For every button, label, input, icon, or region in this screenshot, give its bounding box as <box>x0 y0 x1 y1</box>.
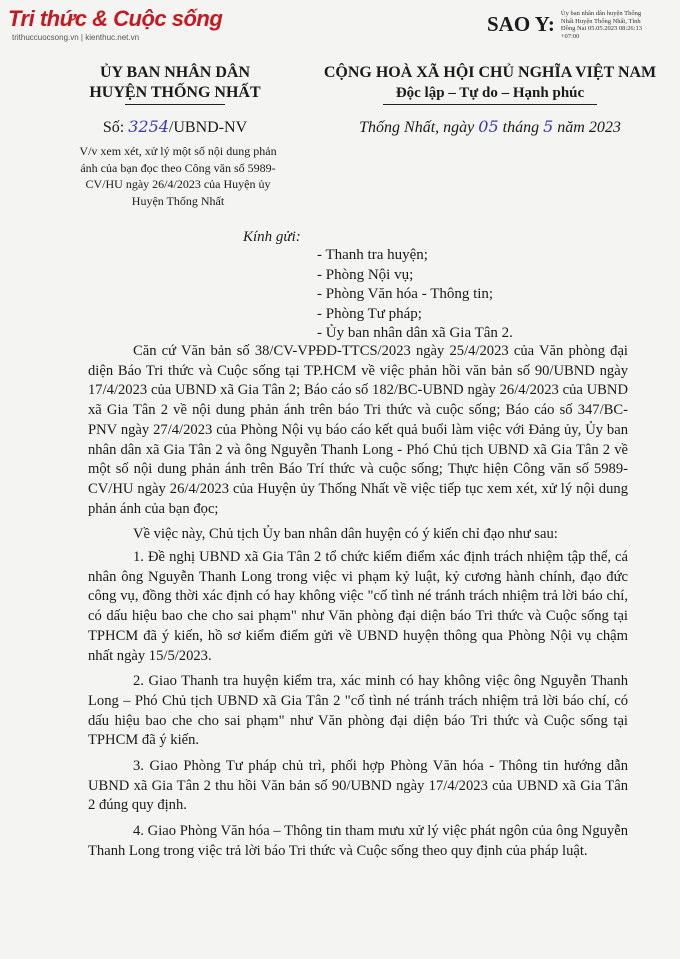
copy-stamp <box>487 12 655 40</box>
year: năm 2023 <box>557 119 621 136</box>
paragraph-directive-intro: Về việc này, Chủ tịch Ủy ban nhân dân huyện có ý kiến chỉ đạo như sau: <box>133 526 558 543</box>
paragraph-item-1: 1. Đề nghị UBND xã Gia Tân 2 tổ chức kiểm điểm xác định trách nhiệm tập thể, cá nhân ông Nguyễn Thanh Long trong việc vi phạm kỷ luật, kỷ cương hành chính, đạo đức công vụ, đồng thời xác định có hay không việc "cố tình né tránh trách nhiệm trả lời báo chí, có dấu hiệu bao che cho sai phạm" như Văn phòng đại diện báo Tri thức và Cuộc sống tại TPHCM đã ý kiến, hồ sơ kiểm điểm gửi về UBND huyện thông qua Phòng Nội vụ chậm nhất ngày 15/5/2023. <box>88 549 628 664</box>
issuer-underline <box>125 104 225 105</box>
nation-line-1: CỘNG HOÀ XÃ HỘI CHỦ NGHĨA VIỆT NAM <box>323 64 657 81</box>
paragraph-item-2: 2. Giao Thanh tra huyện kiểm tra, xác minh có hay không việc ông Nguyễn Thanh Long – Phó Chủ tịch UBND xã Gia Tân 2 "cố tình né tránh trách nhiệm trả lời báo chí, có dấu hiệu bao che cho sai phạm" như Văn phòng đại diện báo Tri thức và Cuộc sống tại TPHCM đã ý kiến. <box>88 673 628 749</box>
greeting: Kính gửi: <box>243 229 301 245</box>
recipient-item: - Phòng Nội vụ; <box>317 266 414 283</box>
paragraph-item-4: 4. Giao Phòng Văn hóa – Thông tin tham mưu xử lý việc phát ngôn của ông Nguyễn Thanh Long trong việc trả lời báo Tri thức và Cuộc sống theo quy định của pháp luật. <box>88 823 628 859</box>
recipient-list <box>317 246 513 344</box>
month-handwritten: 5 <box>543 117 554 136</box>
nation-underline <box>383 104 597 105</box>
logo-name: Tri thức & Cuộc sống <box>8 6 223 31</box>
subject-line: V/v xem xét, xử lý một số nội dung phản ánh của bạn đọc theo Công văn số 5989-CV/HU ngày 26/4/2023 của Huyện ủy Huyện Thống Nhất <box>79 144 277 208</box>
paragraph-basis: Căn cứ Văn bản số 38/CV-VPĐD-TTCS/2023 ngày 25/4/2023 của Văn phòng đại diện Báo Tri thức và Cuộc sống tại TP.HCM về việc phản hồi văn bản số 90/UBND ngày 17/4/2023 của UBND xã Gia Tân 2; Báo cáo số 182/BC-UBND ngày 26/4/2023 của UBND xã Gia Tân 2 về nội dung phản ánh trên báo Tri thức và cuộc sống; Báo cáo số 347/BC-PNV ngày 27/4/2023 của Phòng Nội vụ báo cáo kết quả buổi làm việc với Đảng ủy, Ủy ban nhân dân xã Gia Tân 2 và ông Nguyễn Thanh Long - Phó Chủ tịch UBND xã Gia Tân 2 về một số nội dung phản ánh trên Báo Trí thức và cuộc sống; Thực hiện Công văn số 5989-CV/HU ngày 26/4/2023 của Huyện ủy Thống Nhất về việc tiếp tục xem xét, xử lý nội dung phản ánh của bạn đọc; <box>88 343 628 517</box>
day-handwritten: 05 <box>478 117 499 136</box>
stamp-info: Ủy ban nhân dân huyện Thống Nhất Huyện Thống Nhất, Tỉnh Đồng Nai 05.05.2023 08:26:13 +07:00 <box>560 10 642 40</box>
recipient-item: - Ủy ban nhân dân xã Gia Tân 2. <box>317 325 513 341</box>
recipient-item: - Thanh tra huyện; <box>317 247 428 263</box>
stamp-title: SAO Y: <box>487 12 555 36</box>
publisher-logo[interactable] <box>8 6 222 42</box>
document-number <box>60 117 290 137</box>
recipient-item: - Phòng Tư pháp; <box>317 305 422 322</box>
recipient-item: - Phòng Văn hóa - Thông tin; <box>317 286 494 302</box>
nation-line-2: Độc lập – Tự do – Hạnh phúc <box>395 85 585 101</box>
doc-no-suffix: /UBND-NV <box>168 119 248 136</box>
issuer-line-2: HUYỆN THỐNG NHẤT <box>89 84 261 101</box>
doc-no-handwritten: 3254 <box>128 117 169 136</box>
logo-sites: trithuccuocsong.vn | kienthuc.net.vn <box>12 33 140 42</box>
place: Thống Nhất, ngày <box>359 119 475 136</box>
document-body <box>88 342 628 868</box>
issuer-line-1: ỦY BAN NHÂN DÂN <box>99 64 251 81</box>
doc-no-prefix: Số: <box>102 119 125 136</box>
place-date <box>310 117 670 137</box>
nation-heading <box>310 63 670 105</box>
issuer-heading <box>60 63 290 105</box>
paragraph-item-3: 3. Giao Phòng Tư pháp chủ trì, phối hợp Phòng Văn hóa - Thông tin hướng dẫn UBND xã Gia Tân 2 thu hồi Văn bản số 90/UBND ngày 17/4/2023 của UBND xã Gia Tân 2 đúng quy định. <box>88 758 628 814</box>
month-word: tháng <box>502 119 540 136</box>
